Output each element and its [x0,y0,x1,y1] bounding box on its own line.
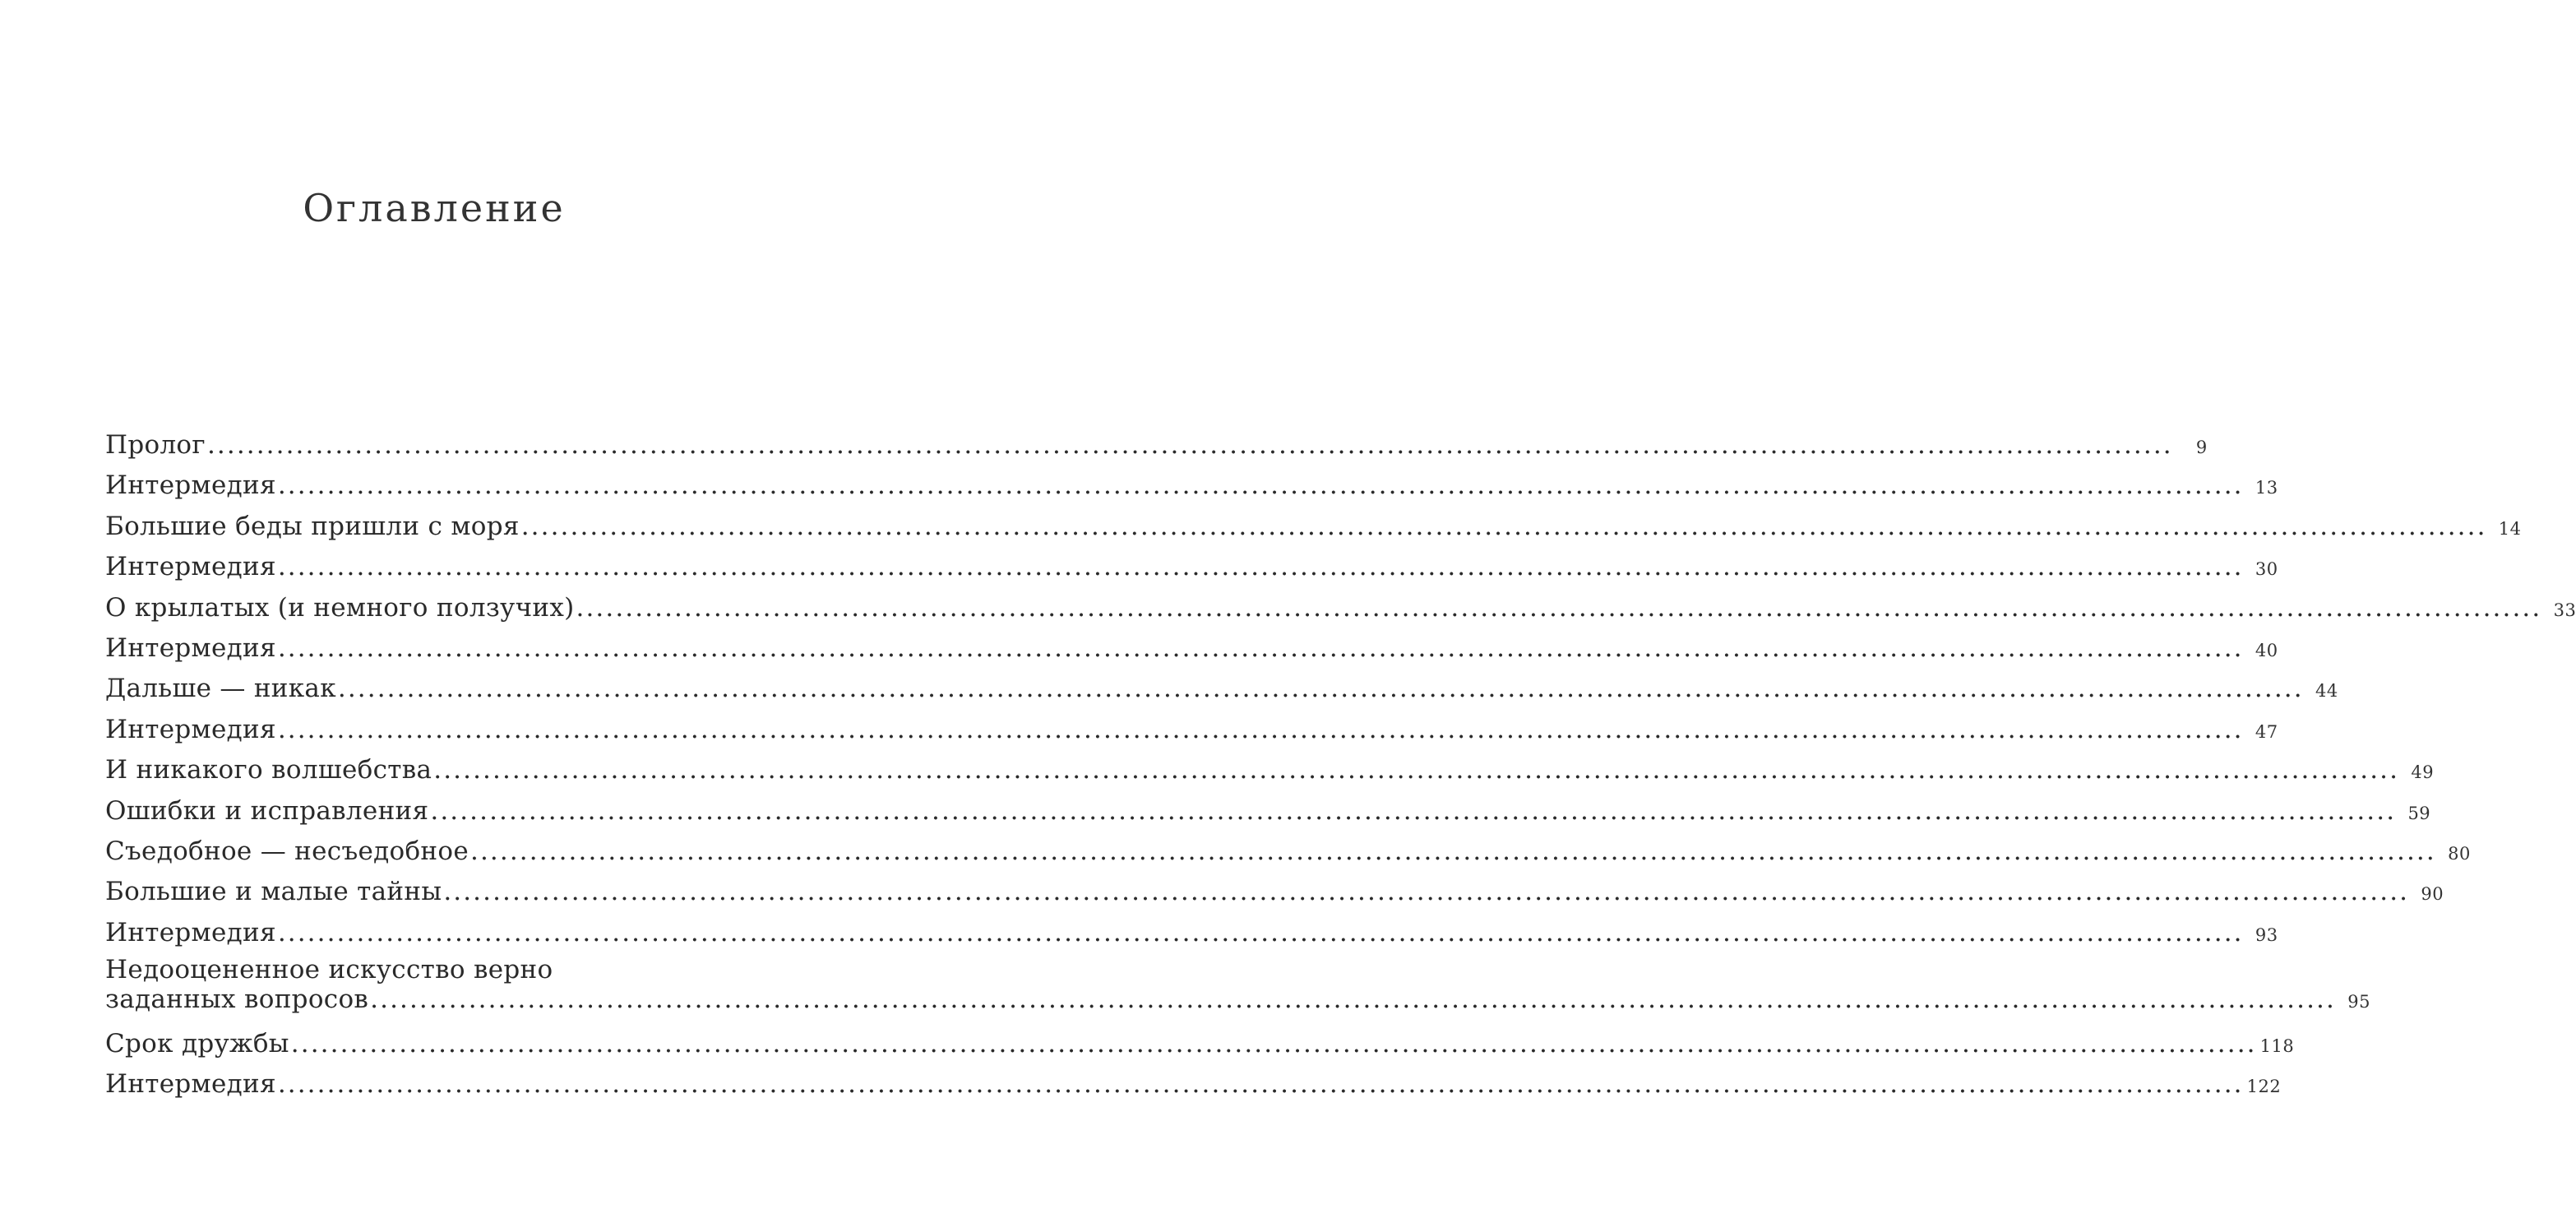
toc-entry [105,832,2471,872]
toc-page-number: 47 [2255,721,2278,742]
toc-entry-title: О крылатых (и немного ползучих) [105,592,575,623]
toc-entry-title: Большие беды пришли с моря [105,511,520,541]
dot-leader: ........................................................................................................................................................................................................ [206,430,2173,460]
toc-entry-title: Пролог [105,430,206,460]
toc-entry-title: Ошибки и исправления [105,795,429,826]
dot-leader: ........................................................................................................................................................................................................ [337,674,2304,704]
dot-leader: ........................................................................................................................................................................................................ [277,714,2244,744]
toc-entry-title-line2: заданных вопросов [105,984,369,1015]
toc-entry-title: Интермедия [105,917,276,947]
toc-page-number: 59 [2407,803,2431,823]
toc-entry-title: Интермедия [105,714,276,744]
dot-leader: ........................................................................................................................................................................................................ [443,877,2410,907]
page-title: Оглавление [303,186,566,230]
dot-leader: ........................................................................................................................................................................................................ [370,984,2336,1015]
toc-page-number: 13 [2255,478,2278,498]
toc-entry [105,425,2208,466]
toc-page-number: 30 [2255,559,2278,580]
dot-leader: ........................................................................................................................................................................................................ [433,755,2400,785]
toc-page-number: 44 [2315,681,2338,702]
toc-entry-title: Большие и малые тайны [105,877,442,907]
toc-entry [105,1064,2282,1105]
toc-entry-title: Срок дружбы [105,1029,289,1059]
dot-leader: ........................................................................................................................................................................................................ [290,1029,2257,1059]
dot-leader: ........................................................................................................................................................................................................ [277,552,2244,582]
toc-entry-title: Дальше — никак [105,674,336,704]
toc-entry [105,913,2278,953]
dot-leader: ........................................................................................................................................................................................................ [520,511,2487,541]
toc-entry [105,507,2522,547]
toc-entry [105,750,2435,790]
toc-entry-title: Съедобное — несъедобное [105,836,469,866]
toc-entry [105,588,2576,628]
toc-entry [105,466,2278,506]
toc-entry-title: Интермедия [105,1069,276,1100]
toc-page-number: 93 [2255,924,2278,945]
toc-page-number: 122 [2246,1077,2282,1097]
toc-page-number: 14 [2498,518,2522,539]
toc-entry [105,791,2431,832]
toc-entry [105,953,2370,1024]
toc-entry [105,669,2338,709]
dot-leader: ........................................................................................................................................................................................................ [576,592,2542,623]
toc-page-number: 95 [2347,992,2370,1012]
table-of-contents [105,425,2576,1105]
toc-entry [105,872,2444,912]
dot-leader: ........................................................................................................................................................................................................ [277,917,2244,947]
toc-entry [105,628,2278,669]
toc-entry [105,1024,2295,1064]
dot-leader: ........................................................................................................................................................................................................ [470,836,2436,866]
toc-entry-title: Интермедия [105,552,276,582]
toc-page-number: 33 [2553,600,2576,620]
toc-entry-title: И никакого волшебства [105,755,432,785]
dot-leader: ........................................................................................................................................................................................................ [277,470,2244,501]
toc-page-number: 90 [2421,884,2444,905]
dot-leader: ........................................................................................................................................................................................................ [430,795,2397,826]
toc-page-number: 118 [2259,1036,2295,1057]
toc-entry-title: Интермедия [105,632,276,663]
toc-page-number: 80 [2448,843,2471,864]
toc-entry-title: Интермедия [105,470,276,501]
toc-page-number: 40 [2255,640,2278,660]
toc-page-number: 9 [2195,438,2208,457]
toc-entry [105,547,2278,587]
dot-leader: ........................................................................................................................................................................................................ [277,1069,2244,1100]
dot-leader: ........................................................................................................................................................................................................ [277,632,2244,663]
toc-entry [105,710,2278,750]
toc-page-number: 49 [2411,762,2435,783]
toc-entry-title-line1: Недооцененное искусство верно [105,955,553,985]
